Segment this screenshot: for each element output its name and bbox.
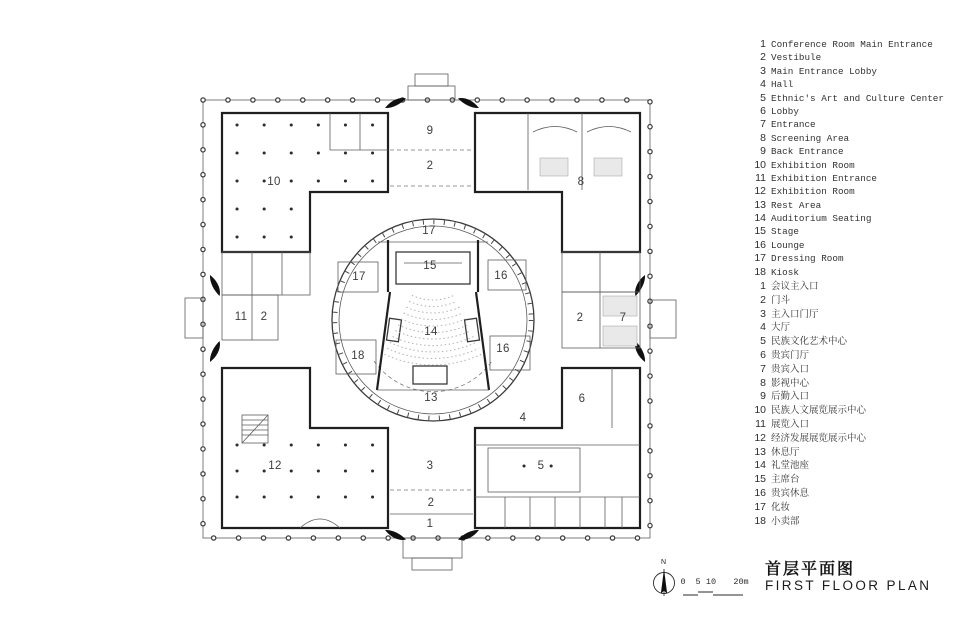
room-number-label: 2 bbox=[427, 497, 435, 509]
room-number-label: 2 bbox=[426, 160, 434, 172]
legend-item-label: 会议主入口 bbox=[771, 281, 819, 292]
legend-item-number: 4 bbox=[760, 321, 766, 334]
legend-item bbox=[747, 473, 866, 487]
scale-bar-lines bbox=[675, 589, 760, 597]
legend-item-label: Conference Room Main Entrance bbox=[771, 39, 933, 50]
room-number-label: 9 bbox=[426, 125, 434, 137]
legend-item bbox=[747, 446, 866, 460]
vip-entrance-rooms bbox=[562, 292, 640, 348]
legend-item-label: Hall bbox=[771, 79, 794, 91]
legend-item bbox=[747, 199, 944, 212]
main-entrance-corridor bbox=[390, 490, 473, 514]
legend-item bbox=[747, 294, 866, 308]
legend-item-label: Stage bbox=[771, 226, 799, 238]
room-number-label: 15 bbox=[423, 260, 437, 272]
legend-item-label: 主席台 bbox=[771, 474, 800, 486]
room-number-label: 17 bbox=[422, 225, 436, 237]
legend-item-number: 15 bbox=[754, 225, 766, 238]
legend-item-label: Lounge bbox=[771, 239, 805, 251]
legend-item-number: 8 bbox=[760, 131, 766, 144]
legend-item-number: 17 bbox=[754, 500, 766, 513]
room-number-label: 1 bbox=[426, 518, 434, 530]
legend-item-label: Entrance bbox=[771, 119, 816, 131]
legend-item bbox=[747, 432, 866, 446]
legend-item bbox=[747, 225, 944, 238]
legend-item bbox=[747, 335, 866, 349]
legend-item bbox=[747, 377, 866, 391]
legend-item-number: 14 bbox=[754, 459, 766, 472]
scale-tick: 10 bbox=[705, 577, 717, 587]
legend-item-label: Lobby bbox=[771, 105, 799, 117]
room-number-label: 17 bbox=[352, 271, 366, 283]
legend-item-number: 6 bbox=[760, 348, 766, 361]
legend-item-label: 贵宾入口 bbox=[771, 363, 810, 375]
legend-item-label: 经济发展展览展示中心 bbox=[771, 432, 867, 444]
legend-item-number: 1 bbox=[760, 280, 766, 292]
legend-item-number: 13 bbox=[754, 198, 766, 211]
legend-chinese bbox=[747, 280, 866, 528]
legend-item-number: 6 bbox=[760, 104, 766, 117]
legend-item-label: Exhibition Entrance bbox=[771, 172, 878, 184]
legend-item-number: 11 bbox=[755, 171, 766, 184]
legend-item-label: 影视中心 bbox=[771, 377, 810, 389]
legend-item-number: 4 bbox=[760, 78, 766, 91]
legend-item bbox=[747, 132, 944, 145]
legend-item bbox=[747, 159, 944, 172]
auditorium-circle bbox=[332, 219, 534, 421]
north-label: N bbox=[661, 559, 667, 566]
drawing-title-chinese: 首层平面图 bbox=[765, 561, 856, 578]
legend-item-label: Exhibition Room bbox=[771, 159, 855, 171]
scale-tick: 20m bbox=[733, 577, 749, 587]
legend-item-number: 3 bbox=[760, 64, 766, 77]
room-number-label: 2 bbox=[260, 311, 268, 323]
legend-item bbox=[747, 349, 866, 363]
legend-item-number: 2 bbox=[760, 293, 766, 306]
building-blocks bbox=[222, 113, 640, 528]
legend-item-label: Auditorium Seating bbox=[771, 213, 872, 225]
legend-item-label: 化妆 bbox=[771, 501, 791, 513]
legend-item bbox=[747, 185, 944, 198]
legend-item bbox=[747, 145, 944, 158]
legend-item-number: 7 bbox=[760, 362, 766, 375]
legend-item-label: 贵宾门厅 bbox=[771, 349, 810, 361]
legend-item-label: Exhibition Room bbox=[771, 186, 855, 198]
room-number-label: 16 bbox=[494, 270, 508, 282]
legend-english bbox=[747, 38, 944, 279]
legend-item bbox=[747, 105, 944, 118]
legend-item bbox=[747, 501, 866, 515]
legend-item-label: 大厅 bbox=[771, 322, 791, 334]
legend-item-number: 5 bbox=[760, 335, 766, 348]
legend-item-number: 7 bbox=[760, 118, 766, 131]
room-number-label: 11 bbox=[234, 311, 248, 323]
legend-item-number: 1 bbox=[760, 38, 766, 50]
scale-bar bbox=[675, 577, 760, 599]
legend-item-label: 礼堂池座 bbox=[771, 460, 810, 472]
legend-item-number: 5 bbox=[760, 91, 766, 104]
scale-tick: 5 bbox=[695, 577, 701, 587]
legend-item-label: Ethnic's Art and Culture Center bbox=[771, 92, 944, 104]
legend-item-number: 14 bbox=[754, 212, 766, 225]
legend-item bbox=[747, 308, 866, 322]
scale-tick: 0 bbox=[680, 577, 686, 587]
legend-item-label: 休息厅 bbox=[771, 446, 800, 458]
legend-item-label: Vestibule bbox=[771, 52, 822, 64]
legend-item bbox=[747, 266, 944, 279]
legend-item-number: 3 bbox=[760, 307, 766, 320]
legend-item-number: 15 bbox=[754, 473, 766, 486]
drawing-title-english: FIRST FLOOR PLAN bbox=[765, 578, 932, 593]
room-number-label: 16 bbox=[496, 343, 510, 355]
legend-item-number: 10 bbox=[754, 404, 766, 417]
room-number-label: 3 bbox=[426, 460, 434, 472]
room-number-label: 2 bbox=[576, 312, 584, 324]
legend-item-number: 8 bbox=[760, 376, 766, 389]
room-number-label: 7 bbox=[619, 312, 627, 324]
room-number-label: 8 bbox=[577, 176, 585, 188]
legend-item-number: 18 bbox=[754, 514, 766, 527]
legend-item-label: Screening Area bbox=[771, 132, 850, 144]
back-entrance-corridor bbox=[390, 150, 473, 186]
legend-item bbox=[747, 363, 866, 377]
room-number-label: 6 bbox=[578, 393, 586, 405]
room-number-label: 5 bbox=[537, 460, 545, 472]
legend-item bbox=[747, 92, 944, 105]
legend-item bbox=[747, 418, 866, 432]
legend-item-number: 17 bbox=[754, 252, 766, 265]
legend-item-number: 18 bbox=[754, 265, 766, 278]
legend-item-label: 小卖部 bbox=[771, 515, 800, 527]
room-number-label: 13 bbox=[424, 392, 438, 404]
room-number-label: 10 bbox=[267, 176, 281, 188]
legend-item bbox=[747, 390, 866, 404]
legend-item bbox=[747, 38, 944, 51]
legend-item-label: Dressing Room bbox=[771, 253, 844, 265]
legend-item-number: 13 bbox=[754, 445, 766, 458]
legend-item bbox=[747, 78, 944, 91]
legend-item-label: 展览入口 bbox=[771, 418, 810, 430]
legend-item-label: Rest Area bbox=[771, 199, 822, 211]
legend-item-number: 11 bbox=[755, 417, 766, 430]
legend-item bbox=[747, 487, 866, 501]
legend-item bbox=[747, 118, 944, 131]
legend-item-label: Kiosk bbox=[771, 266, 799, 278]
room-number-label: 14 bbox=[424, 326, 438, 338]
legend-item bbox=[747, 252, 944, 265]
legend-item-label: 民族文化艺术中心 bbox=[771, 336, 848, 348]
room-number-label: 18 bbox=[351, 350, 365, 362]
legend-item bbox=[747, 212, 944, 225]
legend-item bbox=[747, 65, 944, 78]
legend-item bbox=[747, 404, 866, 418]
legend-item bbox=[747, 459, 866, 473]
legend-item bbox=[747, 515, 866, 529]
legend-item-label: Main Entrance Lobby bbox=[771, 65, 878, 77]
legend-item-number: 12 bbox=[754, 431, 766, 444]
legend-item-label: Back Entrance bbox=[771, 146, 844, 158]
legend-item bbox=[747, 172, 944, 185]
room-number-label: 12 bbox=[268, 460, 282, 472]
legend-item-number: 16 bbox=[754, 238, 766, 251]
legend-item bbox=[747, 321, 866, 335]
legend-item-label: 门斗 bbox=[771, 294, 791, 306]
legend-item-label: 后勤入口 bbox=[771, 391, 810, 403]
legend-item-label: 民族人文展览展示中心 bbox=[771, 405, 867, 417]
legend-item bbox=[747, 51, 944, 64]
legend-item bbox=[747, 239, 944, 252]
room-number-label: 4 bbox=[519, 412, 527, 424]
legend-item-number: 10 bbox=[754, 158, 766, 171]
legend-item bbox=[747, 280, 866, 294]
legend-item-number: 16 bbox=[754, 486, 766, 499]
legend-item-number: 9 bbox=[760, 390, 766, 403]
legend-item-number: 9 bbox=[760, 145, 766, 158]
legend-item-label: 主入口门厅 bbox=[771, 308, 819, 320]
legend-item-number: 12 bbox=[754, 185, 766, 198]
legend-item-label: 贵宾休息 bbox=[771, 487, 810, 499]
legend-item-number: 2 bbox=[760, 51, 766, 64]
